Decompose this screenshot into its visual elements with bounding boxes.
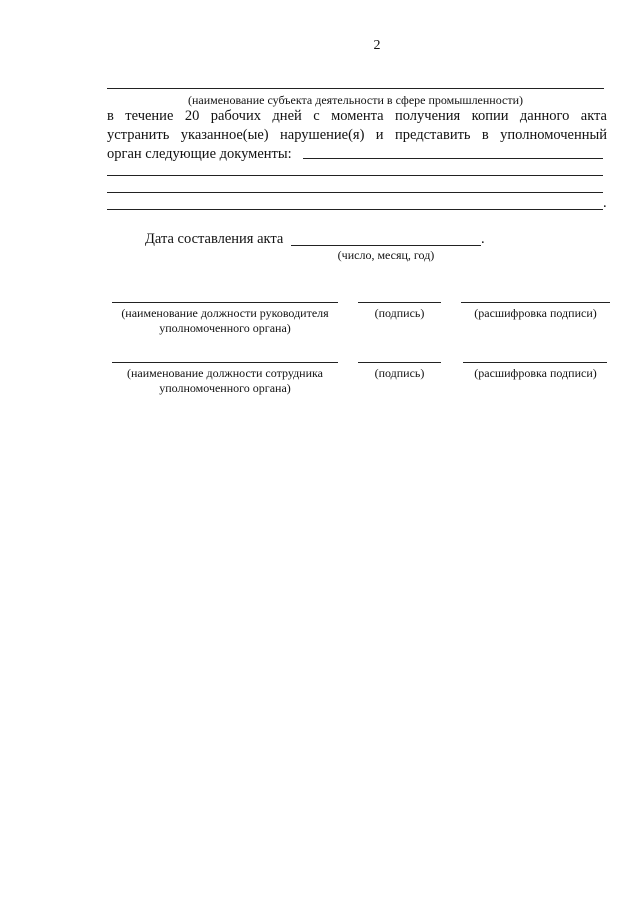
subject-name-line (107, 88, 604, 89)
employee-decoding-line (463, 362, 607, 363)
documents-end-period: . (603, 195, 607, 211)
head-decoding-line (461, 302, 610, 303)
employee-decoding-caption: (расшифровка подписи) (474, 366, 597, 380)
employee-signature-caption: (подпись) (374, 366, 425, 380)
instruction-line-1: в течение 20 рабочих дней с момента получения копии данного акта (107, 108, 607, 124)
date-fill-line (291, 245, 481, 246)
instruction-line-2: устранить указанное(ые) нарушение(я) и представить в уполномоченный (107, 127, 607, 143)
date-caption: (число, месяц, год) (337, 248, 435, 262)
date-label: Дата составления акта (145, 231, 284, 247)
head-decoding-caption: (расшифровка подписи) (474, 306, 597, 320)
employee-position-line (112, 362, 338, 363)
documents-fill-line-1 (303, 158, 603, 159)
employee-position-caption: (наименование должности сотрудника уполномоченного органа) (126, 366, 324, 395)
head-position-line (112, 302, 338, 303)
subject-caption: (наименование субъекта деятельности в сфере промышленности) (187, 93, 524, 107)
head-position-caption: (наименование должности руководителя уполномоченного органа) (121, 306, 329, 335)
date-end-period: . (481, 231, 485, 247)
instruction-line-3: орган следующие документы: (107, 146, 292, 162)
documents-fill-line-2 (107, 175, 603, 176)
documents-fill-line-3 (107, 192, 603, 193)
employee-signature-line (358, 362, 441, 363)
documents-fill-line-4 (107, 209, 603, 210)
head-signature-caption: (подпись) (374, 306, 425, 320)
head-signature-line (358, 302, 441, 303)
page-number: 2 (373, 38, 381, 53)
